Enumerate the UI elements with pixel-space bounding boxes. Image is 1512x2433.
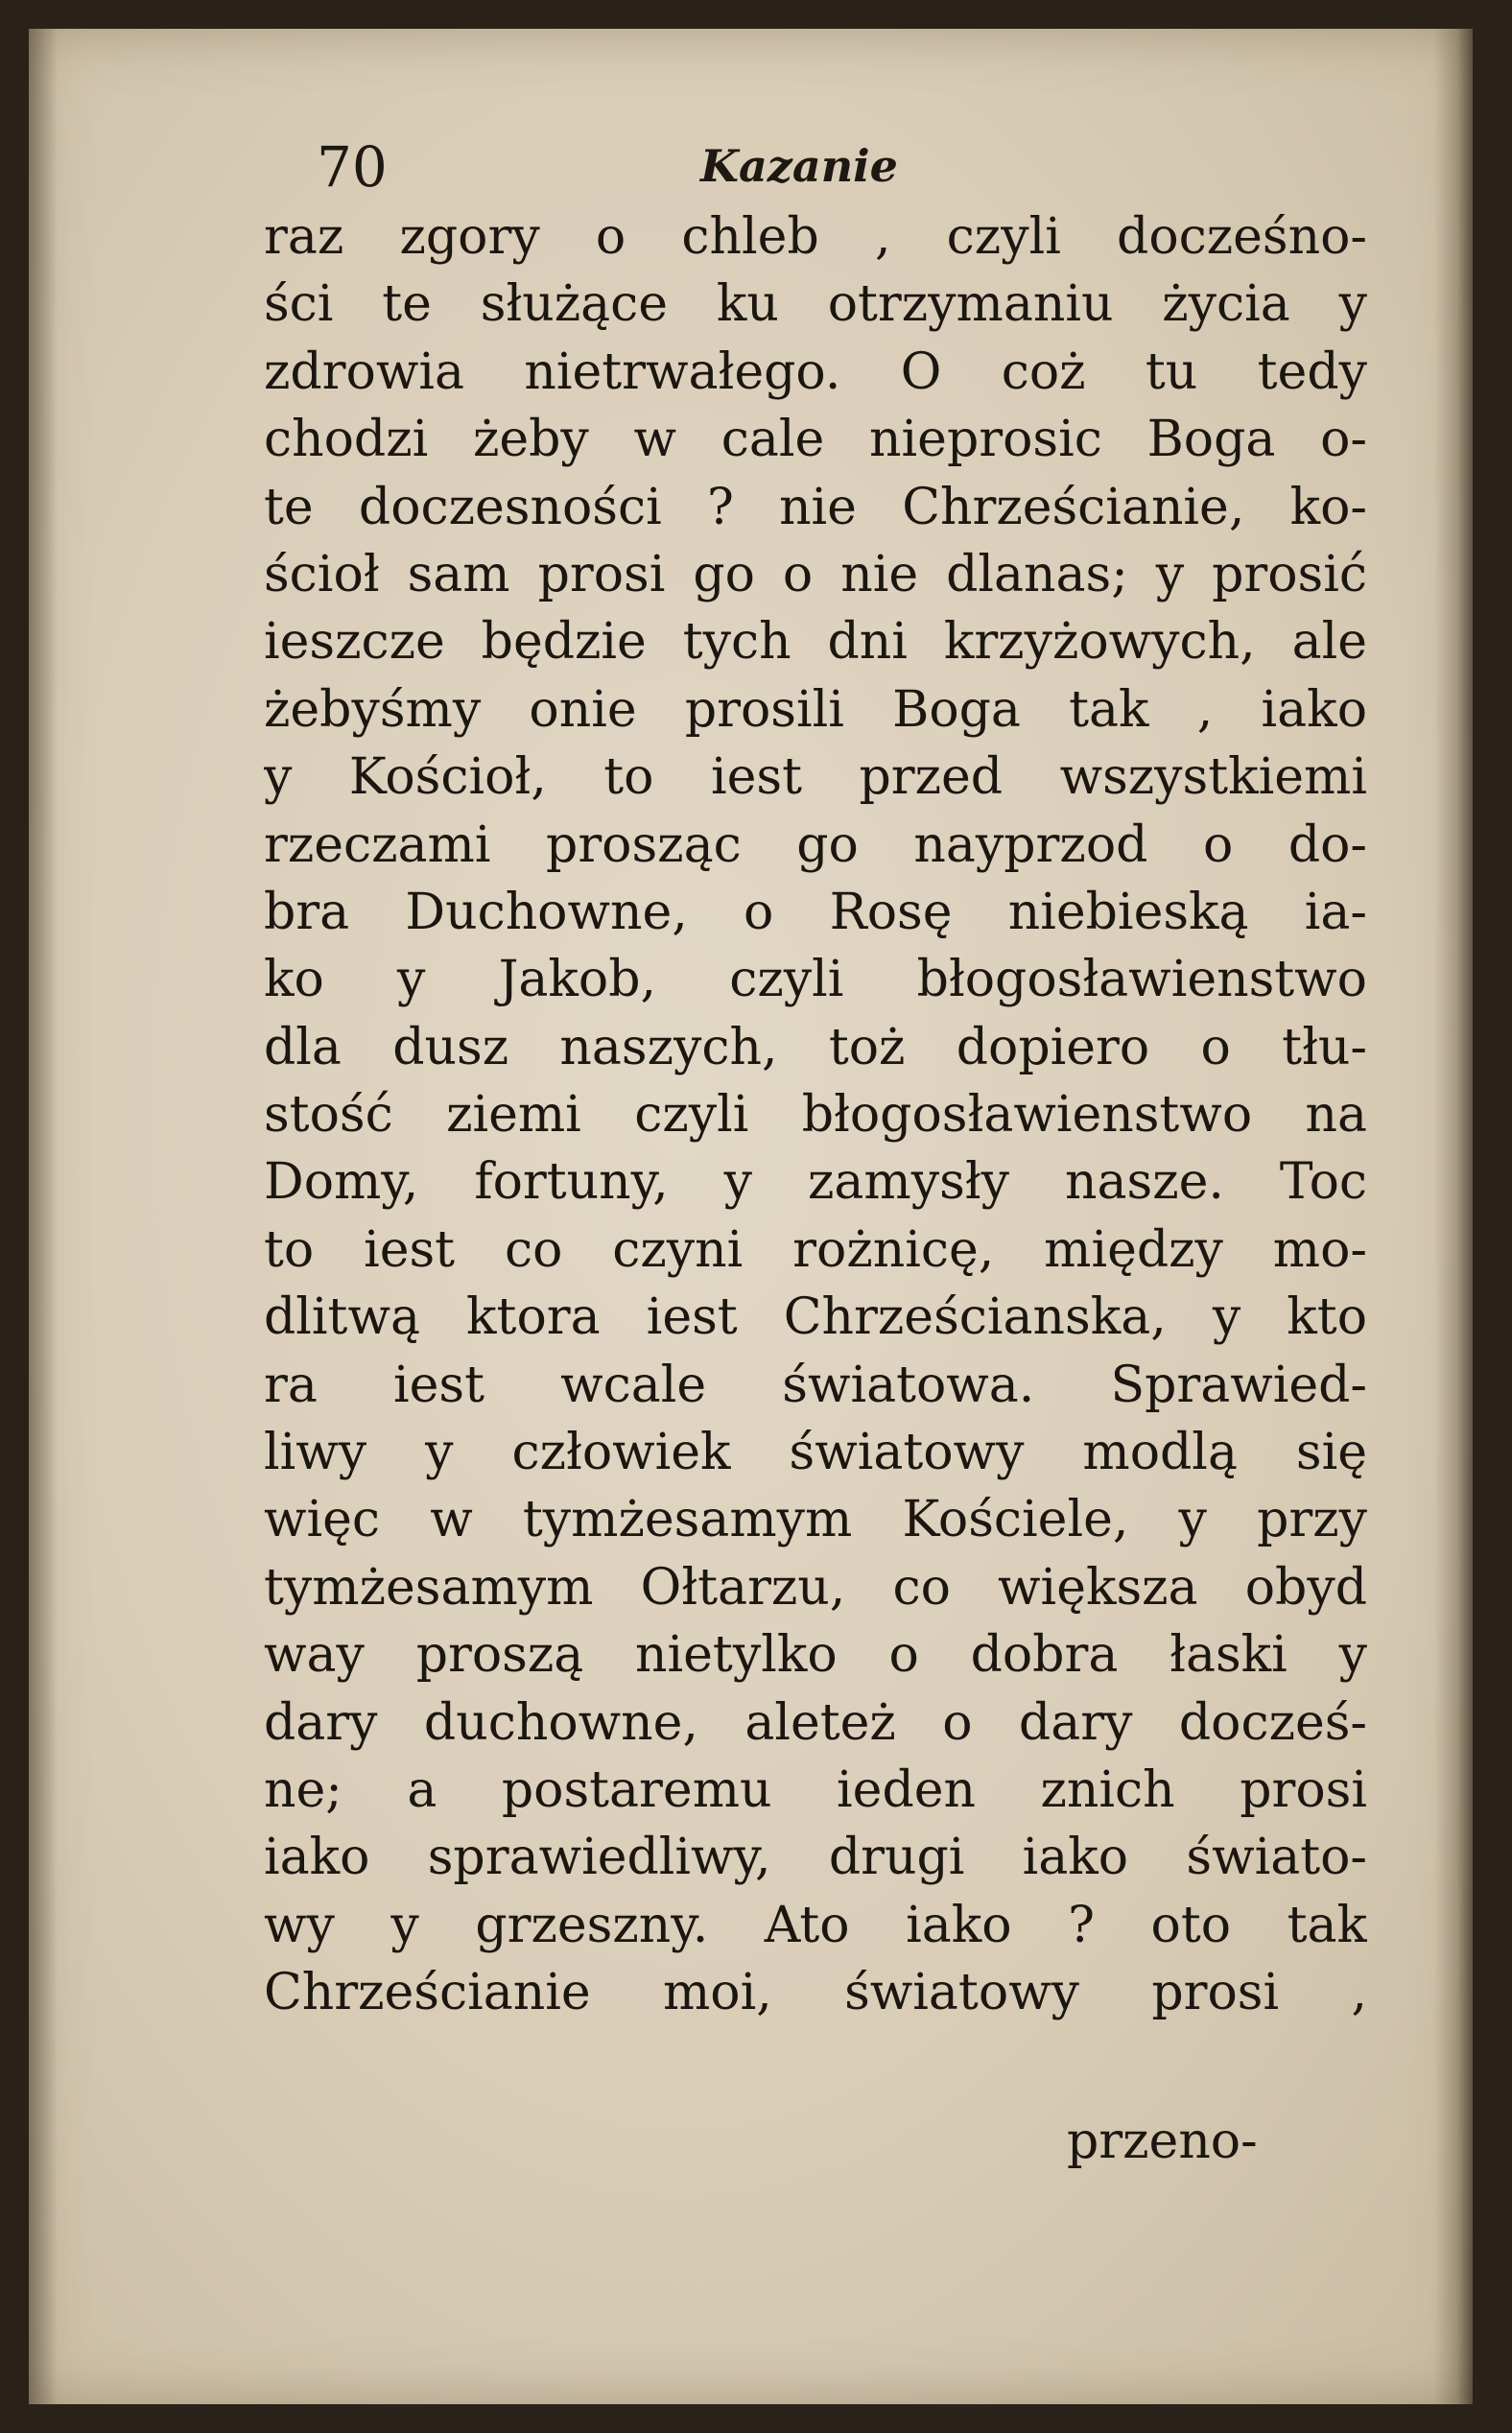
page-header [317,134,1295,211]
page-edge-shadow [1434,29,1473,2404]
text-line: ra iest wcale światowa. Sprawied- [264,1356,1367,1414]
text-line: to iest co czyni rożnicę, między mo- [264,1220,1367,1279]
text-line: rzeczami prosząc go nayprzod o do- [264,815,1367,874]
text-line: ścioł sam prosi go o nie dlanas; y prosić [264,545,1367,603]
text-line: Chrześcianie moi, światowy prosi , [264,1964,1367,2022]
text-line: więc w tymżesamym Kościele, y przy [264,1491,1367,1549]
text-line: way proszą nietylko o dobra łaski y [264,1626,1367,1685]
text-line: żebyśmy onie prosili Boga tak , iako [264,680,1367,739]
body-text [264,203,1367,2027]
running-head: Kazanie [700,140,898,192]
text-line: ieszcze będzie tych dni krzyżowych, ale [264,613,1367,672]
text-line: Domy, fortuny, y zamysły nasze. Toc [264,1153,1367,1212]
text-line: raz zgory o chleb , czyli docześno- [264,208,1367,266]
text-line: iako sprawiedliwy, drugi iako świato- [264,1829,1367,1887]
text-line: liwy y człowiek światowy modlą się [264,1424,1367,1482]
catchword: przeno- [1067,2113,1258,2170]
text-line: dla dusz naszych, toż dopiero o tłu- [264,1018,1367,1076]
page-number: 70 [317,134,388,200]
text-line: dlitwą ktora iest Chrześcianska, y kto [264,1288,1367,1347]
text-line: wy y grzeszny. Ato iako ? oto tak [264,1896,1367,1954]
text-line: bra Duchowne, o Rosę niebieską ia- [264,883,1367,941]
text-line: y Kościoł, to iest przed wszystkiemi [264,748,1367,807]
text-line: tymżesamym Ołtarzu, co większa obyd [264,1558,1367,1617]
text-line: zdrowia nietrwałego. O coż tu tedy [264,343,1367,401]
text-line: stość ziemi czyli błogosławienstwo na [264,1086,1367,1145]
text-line: dary duchowne, aleteż o dary docześ- [264,1693,1367,1752]
text-line: chodzi żeby w cale nieprosic Boga o- [264,411,1367,469]
text-line: ne; a postaremu ieden znich prosi [264,1760,1367,1819]
text-line: te doczesności ? nie Chrześcianie, ko- [264,478,1367,536]
text-line: ści te służące ku otrzymaniu życia y [264,275,1367,334]
text-line: ko y Jakob, czyli błogosławienstwo [264,951,1367,1009]
gutter-shadow [29,29,58,2404]
